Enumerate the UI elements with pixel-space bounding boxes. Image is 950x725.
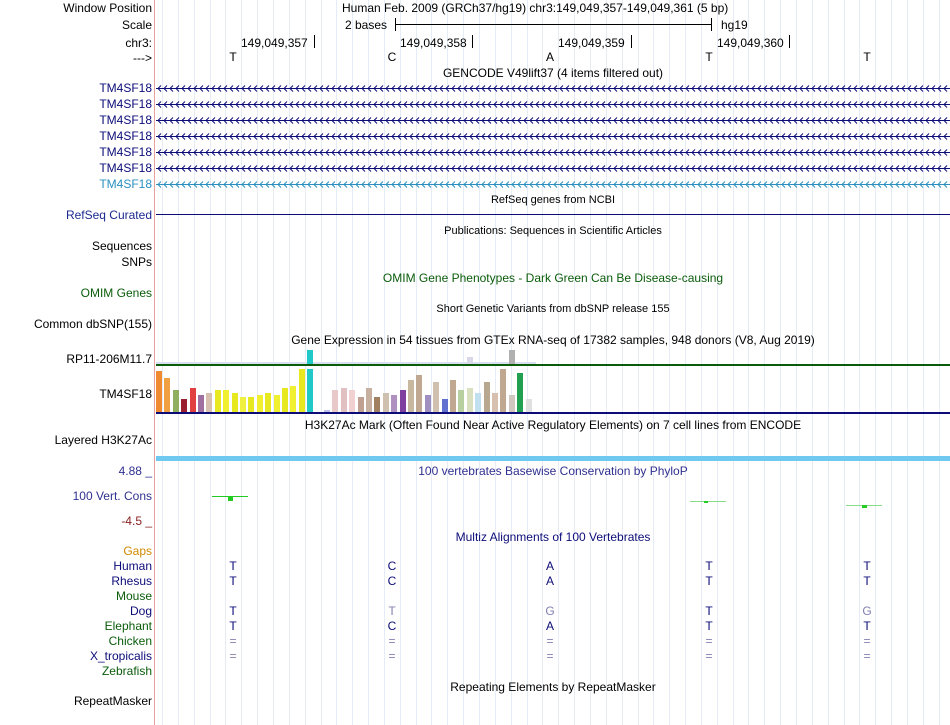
- gtex-tissue-bar[interactable]: [391, 395, 397, 412]
- phylop-score-1: [228, 496, 233, 501]
- multiz-base: T: [863, 574, 871, 588]
- omim-label[interactable]: OMIM Genes: [80, 286, 152, 300]
- multiz-base: T: [229, 559, 237, 573]
- multiz-base: T: [705, 574, 713, 588]
- multiz-base: =: [229, 634, 237, 648]
- gencode-gene-line[interactable]: [156, 116, 950, 125]
- position-4-tick: [789, 35, 790, 48]
- window-position-value: Human Feb. 2009 (GRCh37/hg19) chr3:149,049,357-149,049,361 (5 bp): [342, 1, 729, 15]
- gencode-gene-line[interactable]: [156, 100, 950, 109]
- position-1: 149,049,357: [241, 36, 308, 50]
- gtex-tissue-bar[interactable]: [307, 350, 313, 364]
- refseq-track-title[interactable]: RefSeq genes from NCBI: [490, 194, 616, 206]
- multiz-base: T: [705, 559, 713, 573]
- gtex-tissue-bar[interactable]: [240, 397, 246, 412]
- multiz-base: =: [863, 634, 871, 648]
- gencode-item-label[interactable]: TM4SF18: [99, 81, 152, 95]
- gtex-tissue-bar[interactable]: [349, 390, 355, 412]
- gtex-tissue-bar[interactable]: [484, 382, 490, 412]
- gtex-tissue-bar[interactable]: [475, 393, 481, 412]
- publications-track-title[interactable]: Publications: Sequences in Scientific Articles: [444, 225, 662, 237]
- window-position-label: Window Position: [63, 1, 152, 15]
- multiz-species-human[interactable]: Human: [113, 559, 152, 573]
- gtex-tissue-bar[interactable]: [433, 382, 439, 412]
- gtex-tissue-bar[interactable]: [467, 357, 473, 364]
- gtex-tissue-bar[interactable]: [164, 378, 170, 412]
- gencode-track-title[interactable]: GENCODE V49lift37 (4 items filtered out): [442, 66, 664, 80]
- gtex-tissue-bar[interactable]: [458, 390, 464, 412]
- multiz-base: =: [705, 634, 713, 648]
- multiz-base: =: [705, 649, 713, 663]
- gtex-tissue-bar[interactable]: [299, 369, 305, 412]
- multiz-base: A: [545, 559, 554, 573]
- gtex-tissue-bar[interactable]: [265, 393, 271, 412]
- h3k27ac-track-title[interactable]: H3K27Ac Mark (Often Found Near Active Regulatory Elements) on 7 cell lines from ENCODE: [304, 418, 802, 432]
- gtex-tissue-bar[interactable]: [274, 395, 280, 412]
- gtex-tissue-bar[interactable]: [450, 380, 456, 412]
- gencode-item-label[interactable]: TM4SF18: [99, 97, 152, 111]
- multiz-track-title[interactable]: Multiz Alignments of 100 Vertebrates: [455, 530, 651, 544]
- gtex-rp11-bars[interactable]: [156, 350, 536, 364]
- position-2: 149,049,358: [400, 36, 467, 50]
- multiz-base: =: [546, 634, 554, 648]
- gencode-gene-line[interactable]: [156, 148, 950, 157]
- multiz-species-elephant[interactable]: Elephant: [104, 619, 152, 633]
- gtex-tissue-bar[interactable]: [400, 390, 406, 412]
- gtex-tissue-bar[interactable]: [324, 410, 330, 412]
- gtex-tissue-bar[interactable]: [341, 388, 347, 412]
- multiz-base: C: [387, 574, 397, 588]
- refseq-label[interactable]: RefSeq Curated: [65, 208, 152, 222]
- phylop-track-title[interactable]: 100 vertebrates Basewise Conservation by PhyloP: [418, 464, 688, 478]
- scale-db: hg19: [721, 18, 748, 32]
- scale-bar-left-tick: [395, 18, 396, 31]
- gtex-tissue-bar[interactable]: [223, 390, 229, 412]
- refseq-gene-line[interactable]: [156, 214, 950, 215]
- multiz-gaps-label[interactable]: Gaps: [123, 544, 152, 558]
- gencode-item-label[interactable]: TM4SF18: [99, 113, 152, 127]
- multiz-base: T: [705, 604, 713, 618]
- gtex-tissue-bar[interactable]: [156, 371, 162, 412]
- gtex-tissue-bar[interactable]: [190, 388, 196, 412]
- dbsnp-label[interactable]: Common dbSNP(155): [33, 317, 152, 331]
- publications-sequences-label[interactable]: Sequences: [91, 239, 152, 253]
- h3k27ac-label[interactable]: Layered H3K27Ac: [54, 433, 152, 447]
- gtex-tissue-bar[interactable]: [248, 397, 254, 412]
- multiz-base: T: [705, 619, 713, 633]
- gtex-gene-tm4sf18[interactable]: TM4SF18: [99, 387, 152, 401]
- gtex-tm4sf18-gene-line: [156, 412, 950, 414]
- gencode-item-label[interactable]: TM4SF18: [99, 177, 152, 191]
- multiz-species-x-tropicalis[interactable]: X_tropicalis: [89, 649, 152, 663]
- phylop-score-4-line: [690, 501, 726, 502]
- gencode-item-label[interactable]: TM4SF18: [99, 161, 152, 175]
- multiz-base: =: [388, 649, 396, 663]
- multiz-base: A: [545, 574, 554, 588]
- gencode-gene-line[interactable]: [156, 132, 950, 141]
- multiz-base: C: [387, 559, 397, 573]
- gtex-tissue-bar[interactable]: [509, 350, 515, 364]
- gtex-tissue-bar[interactable]: [526, 399, 532, 412]
- gtex-tissue-bar[interactable]: [332, 390, 338, 412]
- gtex-tissue-bar[interactable]: [206, 393, 212, 412]
- gtex-tissue-bar[interactable]: [215, 390, 221, 412]
- gtex-tissue-bar[interactable]: [416, 375, 422, 412]
- multiz-species-chicken[interactable]: Chicken: [108, 634, 152, 648]
- multiz-base: G: [545, 604, 555, 618]
- omim-track-title[interactable]: OMIM Gene Phenotypes - Dark Green Can Be Disease-causing: [382, 271, 724, 285]
- gtex-tissue-bar[interactable]: [307, 369, 313, 412]
- phylop-min-label: -4.5 _: [121, 514, 152, 528]
- gtex-tissue-bar[interactable]: [374, 397, 380, 412]
- gtex-tissue-bar[interactable]: [290, 386, 296, 412]
- scale-label: Scale: [121, 18, 152, 32]
- gtex-tm4sf18-bars[interactable]: [156, 369, 536, 412]
- gtex-tissue-bar[interactable]: [181, 399, 187, 412]
- gtex-tissue-bar[interactable]: [492, 393, 498, 412]
- gtex-tissue-bar[interactable]: [198, 395, 204, 412]
- phylop-label[interactable]: 100 Vert. Cons: [72, 489, 152, 503]
- phylop-max-label: 4.88 _: [118, 464, 152, 478]
- multiz-base: T: [229, 619, 237, 633]
- scale-bar-right-tick: [711, 18, 712, 31]
- gtex-tissue-bar[interactable]: [517, 373, 523, 412]
- gencode-gene-line[interactable]: [156, 164, 950, 173]
- multiz-base: G: [862, 604, 872, 618]
- base-4: T: [705, 50, 713, 64]
- gtex-track-title[interactable]: Gene Expression in 54 tissues from GTEx RNA-seq of 17382 samples, 948 donors (V8, Aug 2019): [291, 333, 815, 347]
- gtex-tissue-bar[interactable]: [442, 399, 448, 412]
- gencode-item-label[interactable]: TM4SF18: [99, 145, 152, 159]
- multiz-species-mouse[interactable]: Mouse: [115, 589, 152, 603]
- base-3: A: [545, 50, 554, 64]
- position-3-tick: [631, 35, 632, 48]
- gencode-item-label[interactable]: TM4SF18: [99, 129, 152, 143]
- gtex-tissue-bar[interactable]: [467, 388, 473, 412]
- multiz-base: =: [388, 634, 396, 648]
- phylop-score-4: [704, 501, 708, 503]
- gtex-tissue-bar[interactable]: [358, 397, 364, 412]
- gtex-tissue-bar[interactable]: [509, 395, 515, 412]
- gtex-tissue-bar[interactable]: [232, 393, 238, 412]
- multiz-base: A: [545, 619, 554, 633]
- h3k27ac-signal[interactable]: [156, 456, 950, 461]
- gtex-tissue-bar[interactable]: [408, 380, 414, 412]
- multiz-base: =: [229, 649, 237, 663]
- base-1: T: [229, 50, 237, 64]
- scale-bar: [395, 24, 711, 25]
- gtex-tissue-bar[interactable]: [500, 369, 506, 412]
- position-2-tick: [472, 35, 473, 48]
- multiz-base: =: [546, 649, 554, 663]
- repeatmasker-track-title[interactable]: Repeating Elements by RepeatMasker: [450, 680, 656, 694]
- multiz-base: T: [388, 604, 396, 618]
- gtex-tissue-bar[interactable]: [257, 395, 263, 412]
- multiz-species-zebrafish[interactable]: Zebrafish: [101, 664, 152, 678]
- gtex-tissue-bar[interactable]: [366, 388, 372, 412]
- multiz-species-dog[interactable]: Dog: [129, 604, 152, 618]
- multiz-base: T: [229, 574, 237, 588]
- publications-snps-label[interactable]: SNPs: [121, 255, 152, 269]
- gtex-tissue-bar[interactable]: [425, 395, 431, 412]
- chrom-label: chr3:: [125, 36, 152, 50]
- multiz-species-rhesus[interactable]: Rhesus: [111, 574, 152, 588]
- phylop-score-5: [862, 505, 867, 508]
- gtex-rp11-gene-line: [156, 364, 950, 366]
- scale-text: 2 bases: [345, 18, 388, 32]
- gtex-tissue-bar[interactable]: [383, 393, 389, 412]
- strand-label: --->: [133, 51, 152, 65]
- gencode-gene-line[interactable]: [156, 84, 950, 93]
- gencode-gene-line[interactable]: [156, 180, 950, 189]
- gtex-gene-rp11[interactable]: RP11-206M11.7: [66, 352, 152, 366]
- gtex-tissue-bar[interactable]: [173, 390, 179, 412]
- gtex-tissue-bar[interactable]: [282, 388, 288, 412]
- position-1-tick: [314, 35, 315, 48]
- label-separator: [154, 0, 155, 725]
- multiz-base: T: [863, 619, 871, 633]
- gtex-rp11-baseline: [156, 362, 536, 364]
- multiz-base: T: [863, 559, 871, 573]
- multiz-base: T: [229, 604, 237, 618]
- dbsnp-track-title[interactable]: Short Genetic Variants from dbSNP release 155: [436, 303, 670, 315]
- position-3: 149,049,359: [558, 36, 625, 50]
- multiz-base: C: [387, 619, 397, 633]
- position-4: 149,049,360: [717, 36, 784, 50]
- repeatmasker-label[interactable]: RepeatMasker: [73, 694, 152, 708]
- multiz-base: =: [863, 649, 871, 663]
- base-5: T: [863, 50, 871, 64]
- base-2: C: [387, 50, 397, 64]
